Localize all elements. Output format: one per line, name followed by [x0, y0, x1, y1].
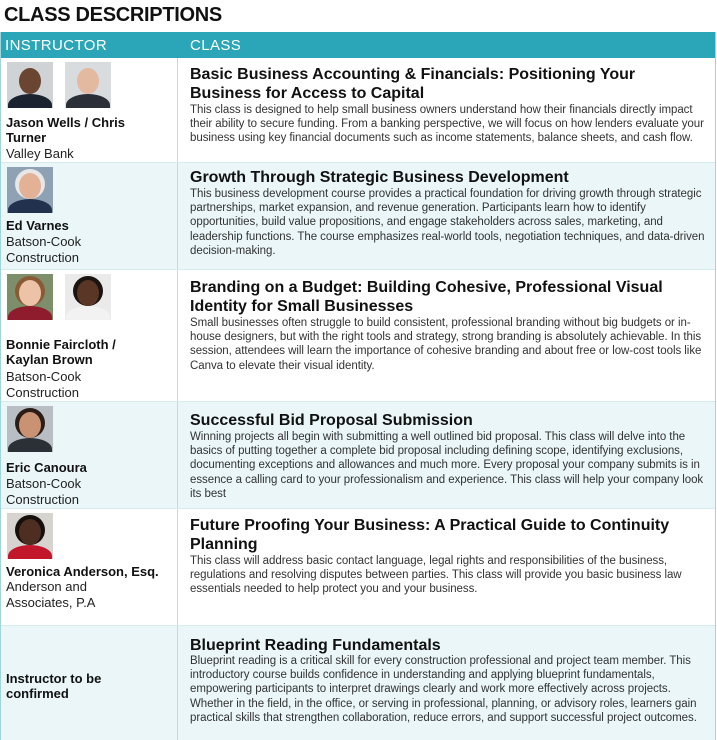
- table-row: [1, 270, 715, 402]
- instructor-org: Batson-Cook Construction: [6, 476, 82, 507]
- instructor-photo-chris-turner: [65, 62, 111, 108]
- class-description: Blueprint reading is a critical skill for every construction professional and project team member. This introductory course builds confidence in understanding and applying blueprint fundamentals, empowering participants to interpret drawings clearly and work more effectively across projects. Whether in the field, in the office, or serving in professional, planning, or advisory roles, learners gain practical skills that strengthen collaboration, reduce errors, and support successful project outcomes.: [190, 655, 697, 724]
- instructor-photo-veronica-anderson: [7, 513, 53, 559]
- instructor-name: Instructor to be confirmed: [6, 671, 102, 701]
- class-table: [0, 32, 716, 740]
- class-description: This class will address basic contact language, legal rights and responsibilities of the business, regulations and resolving disputes between parties. This class will provide you basic business law essentials needed to help protect you and your business.: [190, 555, 682, 596]
- instructor-photo-eric-canoura: [7, 406, 53, 452]
- header-class: CLASS: [190, 37, 242, 54]
- instructor-photo-ed-varnes: [7, 167, 53, 213]
- instructor-org: Batson-Cook Construction: [6, 234, 82, 265]
- class-title: Growth Through Strategic Business Development: [190, 169, 569, 186]
- instructor-photo-bonnie-faircloth: [7, 274, 53, 320]
- class-title: Blueprint Reading Fundamentals: [190, 637, 441, 654]
- page-title: CLASS DESCRIPTIONS: [4, 4, 222, 26]
- table-row: [1, 163, 715, 270]
- instructor-name: Bonnie Faircloth / Kaylan Brown: [6, 337, 116, 367]
- instructor-org: Valley Bank: [6, 146, 74, 161]
- instructor-photo-kaylan-brown: [65, 274, 111, 320]
- header-instructor: INSTRUCTOR: [5, 37, 108, 54]
- class-title: Branding on a Budget: Building Cohesive, Professional Visual Identity for Small Businesses: [190, 279, 663, 315]
- table-row: [1, 58, 715, 163]
- instructor-org: Anderson and Associates, P.A: [6, 579, 96, 610]
- class-title: Basic Business Accounting & Financials: Positioning Your Business for Access to Capital: [190, 66, 636, 102]
- instructor-org: Batson-Cook Construction: [6, 369, 82, 400]
- class-description: Small businesses often struggle to build consistent, professional branding without big budgets or in-house designers, but with the right tools and strategy, strong branding is absolutely achievable. In this session, attendees will learn the importance of cohesive branding and about free or low-cost tools like Canva to elevate their visual identity.: [190, 317, 702, 372]
- table-row: [1, 509, 715, 626]
- table-header: [1, 32, 715, 58]
- class-title: Successful Bid Proposal Submission: [190, 412, 473, 429]
- table-row: [1, 626, 715, 740]
- instructor-photo-jason-wells: [7, 62, 53, 108]
- instructor-name: Ed Varnes: [6, 218, 69, 233]
- table-row: [1, 402, 715, 509]
- class-description: This business development course provides a practical foundation for driving growth through strategic partnerships, market expansion, and revenue generation. Participants learn how to identify opportunities, build value propositions, and engage stakeholders across sales, marketing, and leadership functions. The course emphasizes real-world tools, negotiation techniques, and data-driven decision-making.: [190, 188, 705, 257]
- class-description: This class is designed to help small business owners understand how their financials directly impact their ability to secure funding. From a banking perspective, we will focus on how lenders evaluate your business using key financial documents such as income statements, balance sheets, and cash flow.: [190, 104, 704, 145]
- class-title: Future Proofing Your Business: A Practical Guide to Continuity Planning: [190, 517, 670, 553]
- instructor-name: Veronica Anderson, Esq.: [6, 564, 159, 579]
- class-description: Winning projects all begin with submitting a well outlined bid proposal. This class will delve into the basics of putting together a complete bid proposal including defining scope, identifying exclusions, documenting exceptions and allowances and much more. Every proposal your company submits is in essence a calling card to your professionalism and experience. This class will help your company look its best: [190, 431, 704, 500]
- instructor-name: Eric Canoura: [6, 460, 87, 475]
- instructor-name: Jason Wells / Chris Turner: [6, 115, 125, 145]
